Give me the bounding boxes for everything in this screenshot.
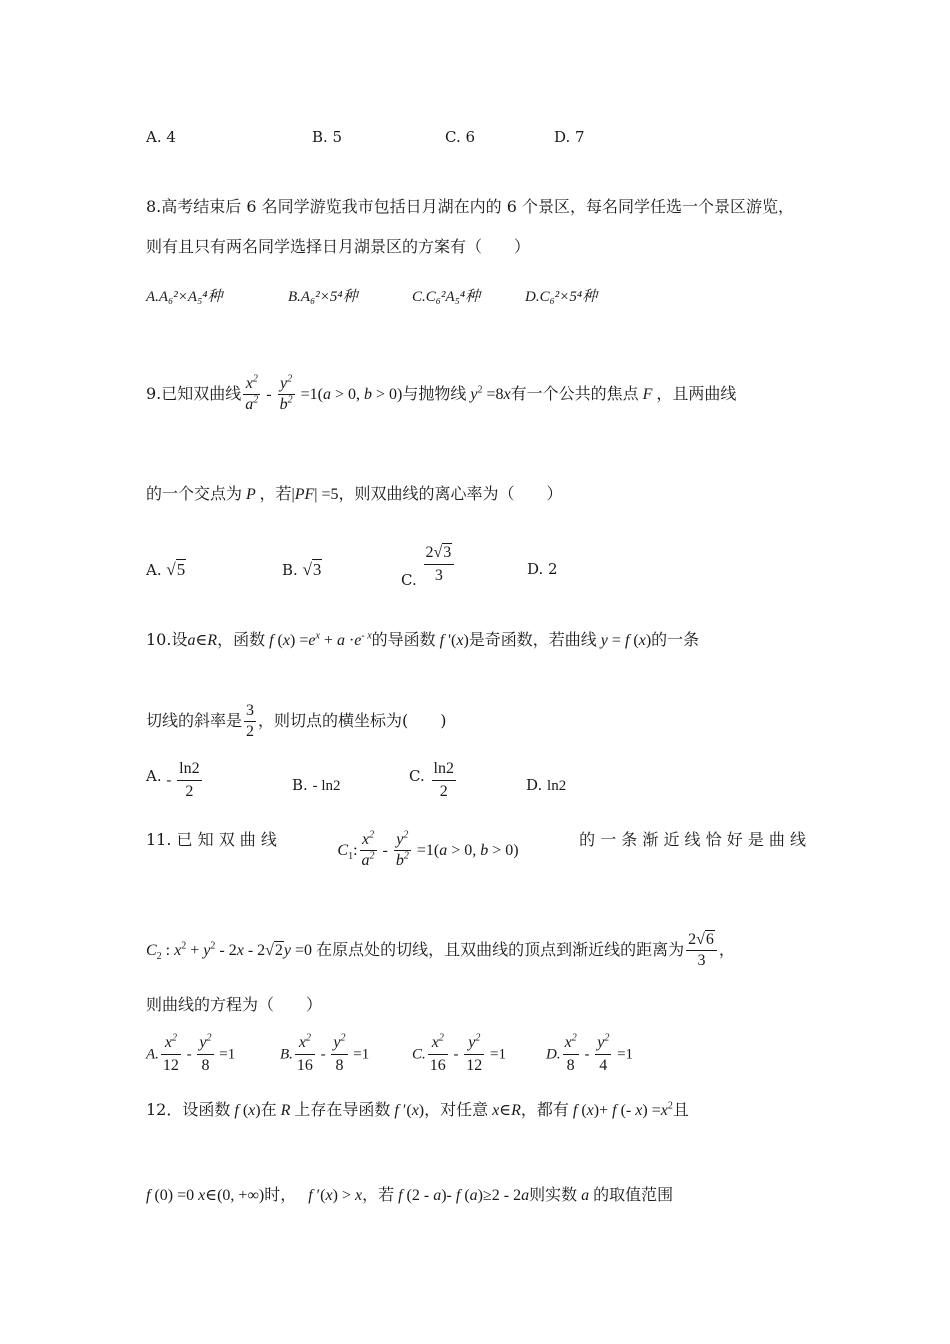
q10-p1: ，函数 bbox=[217, 630, 266, 649]
q7-option-a: A. 4 bbox=[146, 128, 176, 146]
q11-prefix: 11. 已 知 双 曲 线 bbox=[146, 830, 277, 849]
q12-p3: ，对任意 bbox=[424, 1100, 489, 1119]
q8-option-b: B.A₆²×5⁴种 bbox=[288, 289, 358, 305]
q11-line-3: 则曲线的方程为（ ） bbox=[146, 995, 323, 1014]
q9-frac-x: $\frac{x^2}{a^2}$ bbox=[245, 373, 259, 413]
q9-line-1: 9.已知双曲线 $\frac{x^2}{a^2}$ - $\frac{y^2}{b^2}$ =1(a > 0, b > 0)与抛物线 $y^2 =8x$有一个公共的焦点 F ，且两曲线 bbox=[146, 373, 737, 413]
q9-prefix: 9.已知双曲线 bbox=[146, 384, 242, 403]
q8-line-2: 则有且只有两名同学选择日月湖景区的方案有（ ） bbox=[146, 237, 531, 256]
q11-line2b: ， bbox=[718, 940, 735, 959]
q10-p4: 的一条 bbox=[651, 630, 700, 649]
q12-p1: 在 bbox=[260, 1100, 277, 1119]
q8-option-a: A.A₆²×A₅⁴种 bbox=[146, 289, 223, 305]
q9-end: ，且两曲线 bbox=[656, 384, 737, 403]
q12-line-1: 12．设函数 f (x)在 R 上存在导函数 f ′(x)，对任意 x∈R，都有 f (x)+ f (- $x) =x^2$且 bbox=[146, 1100, 689, 1119]
q10-slope-frac: $\frac{3}{2}$ bbox=[246, 702, 255, 740]
q10-p3: 是奇函数，若曲线 bbox=[468, 630, 597, 649]
q12-line2c: 则实数 bbox=[529, 1185, 578, 1204]
q10-p2: 的导函数 bbox=[371, 630, 436, 649]
q9-tail: 有一个公共的焦点 bbox=[510, 384, 639, 403]
q9-frac-y: $\frac{y^2}{b^2}$ bbox=[279, 373, 293, 413]
q12-line-2: f (0) =0 x∈(0, +∞)时， f ′(x) > x，若 f (2 - a)- f (a)≥2 - 2a则实数 a 的取值范围 bbox=[146, 1185, 674, 1204]
q11-p1: 的 一 条 渐 近 线 恰 好 是 曲 线 bbox=[579, 830, 806, 849]
q9-line2b: ，若 bbox=[259, 484, 292, 503]
q9-option-b: B. √3 bbox=[282, 560, 322, 579]
q7-option-b: B. 5 bbox=[312, 128, 343, 146]
q10-line2a: 切线的斜率是 bbox=[146, 711, 243, 730]
q7-option-d: D. 7 bbox=[554, 128, 585, 146]
q9-line2a: 的一个交点为 bbox=[146, 484, 243, 503]
q7-option-c: C. 6 bbox=[445, 128, 476, 146]
q9-option-c: C. $\frac{2√3}{3}$ bbox=[401, 544, 456, 585]
q11-option-d: D. $\frac{x^2}{8}$ - $\frac{y^2}{4}$ =1 bbox=[546, 1032, 634, 1074]
q11-formula: $C_1$: $\frac{x^2}{a^2}$ - $\frac{y^2}{b^2}$ =1(a > 0, b > 0) bbox=[337, 829, 519, 869]
q8-option-c: C.C₆²A₅⁴种 bbox=[412, 289, 481, 305]
q9-mid: 与抛物线 bbox=[402, 384, 467, 403]
q12-p5: 且 bbox=[672, 1100, 689, 1119]
q12-line2a: 时， bbox=[264, 1185, 289, 1204]
q8-option-d: D.C₆²×5⁴种 bbox=[525, 289, 598, 305]
q10-line-2 bbox=[146, 703, 447, 740]
q11-option-b: B. $\frac{x^2}{16}$ - $\frac{y^2}{8}$ =1 bbox=[280, 1032, 370, 1074]
q9-option-d: D. 2 bbox=[527, 560, 558, 578]
q8-line-1: 8.高考结束后 6 名同学游览我市包括日月湖在内的 6 个景区，每名同学任选一个景区游览， bbox=[146, 197, 794, 216]
q10-line2b: ，则切点的横坐标为( ) bbox=[258, 711, 447, 730]
q11-line-2: $C_2$ : $x^2 + y^2 - 2x - 2√2y =0$ 在原点处的切线，且双曲线的顶点到渐近线的距离为 $\frac{2√6}{3}$ ， bbox=[146, 931, 735, 969]
q11-line2a: 在原点处的切线，且双曲线的顶点到渐近线的距离为 bbox=[316, 940, 685, 959]
q10-option-c: C. $\frac{\ln 2}{2}$ bbox=[409, 760, 454, 800]
q12-p2: 上存在导函数 bbox=[294, 1100, 391, 1119]
q10-prefix: 10.设 bbox=[146, 630, 188, 649]
q9-line2c: ，则双曲线的离心率为（ ） bbox=[338, 484, 563, 503]
q12-line2b: ，若 bbox=[362, 1185, 395, 1204]
q12-p4: ，都有 bbox=[520, 1100, 569, 1119]
q10-option-d: D. ln2 bbox=[526, 776, 567, 794]
q10-option-a: A. - $\frac{\ln 2}{2}$ bbox=[146, 760, 200, 800]
q10-option-b: B. - ln2 bbox=[292, 776, 341, 794]
q11-option-c: C. $\frac{x^2}{16}$ - $\frac{y^2}{12}$ =1 bbox=[412, 1032, 506, 1074]
q11-line-1 bbox=[146, 829, 806, 869]
q9-line-2: 的一个交点为 P ，若|PF| =5，则双曲线的离心率为（ ） bbox=[146, 484, 563, 503]
q12-prefix: 12．设函数 bbox=[146, 1100, 231, 1119]
q12-line2d: 的取值范围 bbox=[593, 1185, 674, 1204]
q10-line-1: 10.设a∈R，函数 f $(x) =e^x + a \cdot e^{- x}$的导函数 f '(x)是奇函数，若曲线 y = f (x)的一条 bbox=[146, 630, 700, 649]
q11-option-a: A. $\frac{x^2}{12}$ - $\frac{y^2}{8}$ =1 bbox=[146, 1032, 236, 1074]
q9-option-a: A. √5 bbox=[146, 560, 186, 579]
